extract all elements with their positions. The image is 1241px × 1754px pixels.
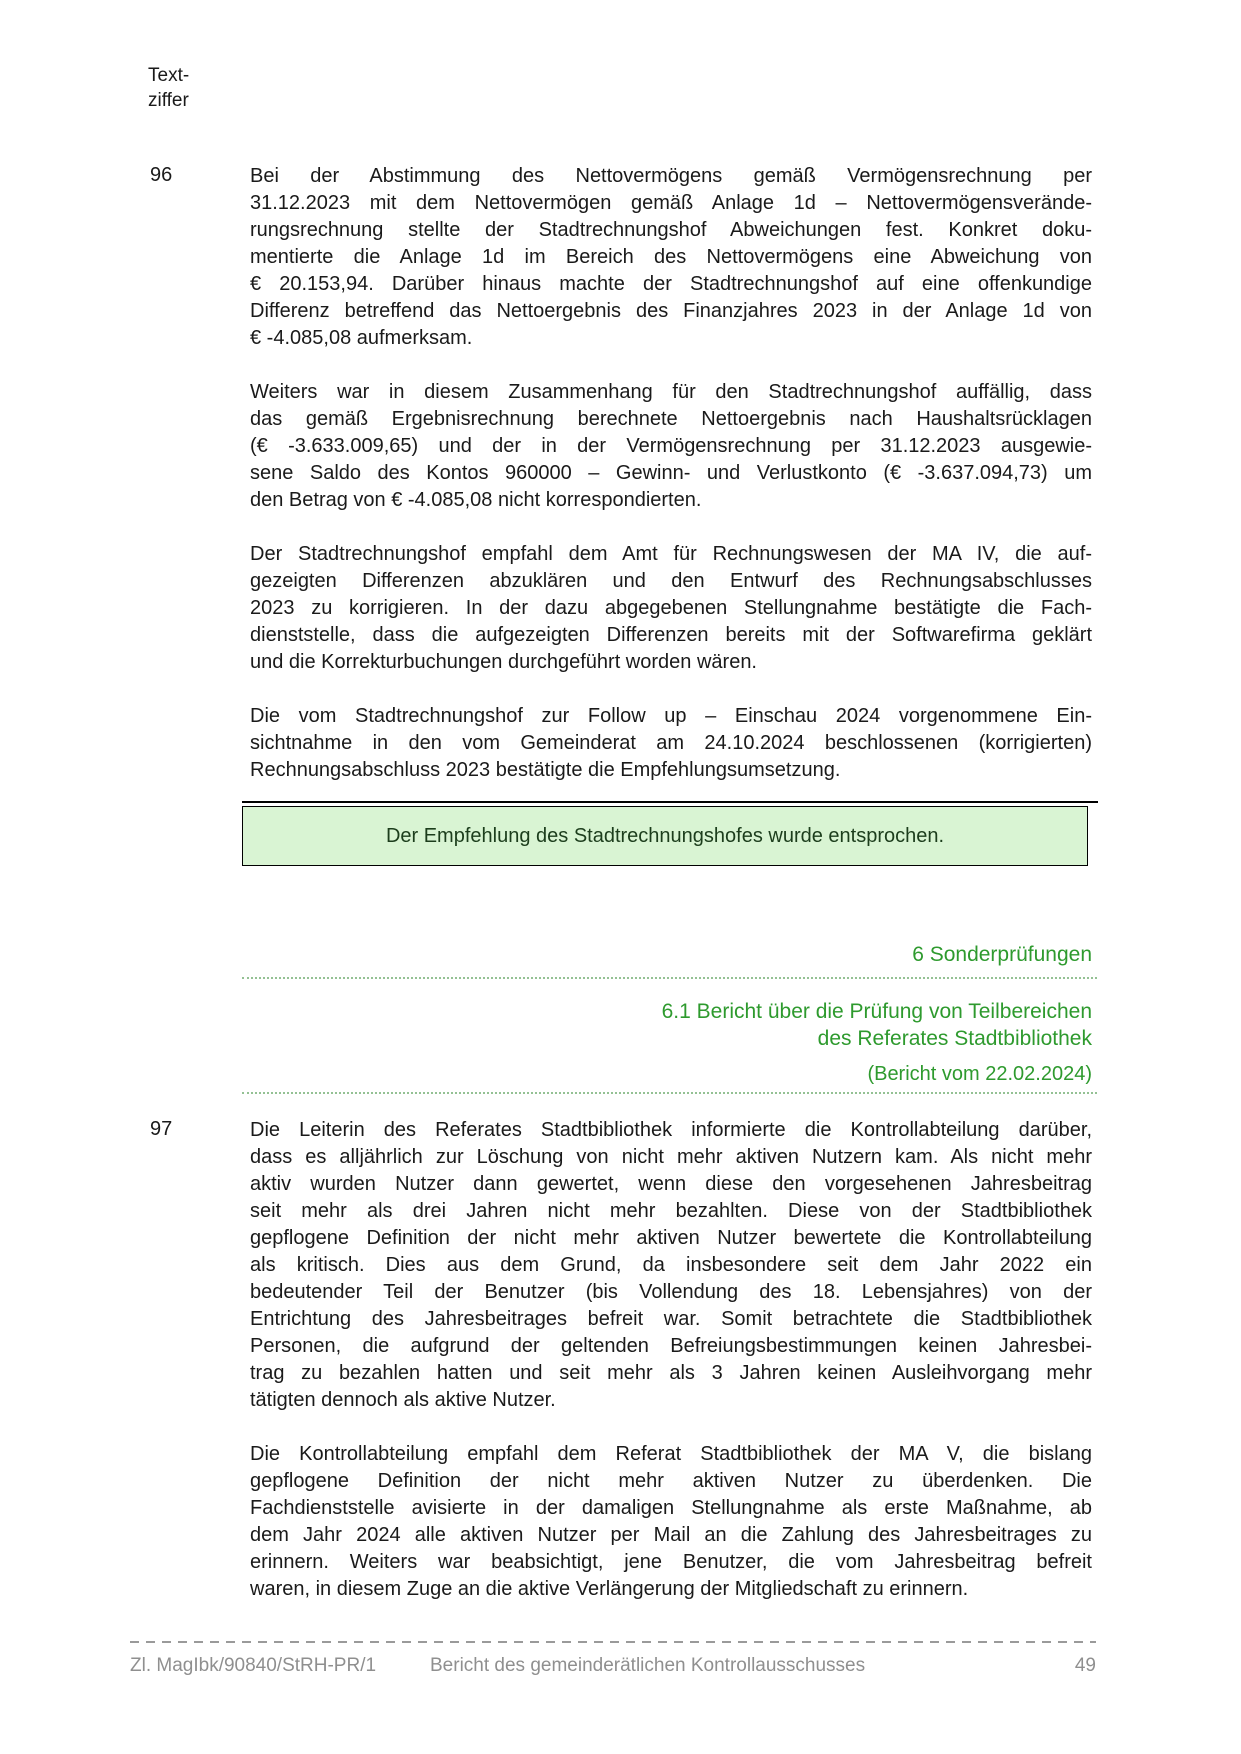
margin-column-header-line1: Text-	[148, 65, 190, 86]
paragraph-number-96: 96	[150, 164, 173, 186]
text-line: Rechnungsabschluss 2023 bestätigte die Empfehlungsumsetzung.	[250, 759, 841, 781]
text-line: mentierte die Anlage 1d im Bereich des Nettovermögens eine Abweichung von	[250, 246, 1092, 268]
paragraph	[250, 1117, 1092, 1414]
chapter-heading: 6 Sonderprüfungen	[912, 943, 1092, 966]
text-line: seit mehr als drei Jahren nicht mehr bezahlten. Diese von der Stadtbibliothek	[250, 1200, 1092, 1222]
margin-column-header	[148, 63, 189, 113]
text-line: sichtnahme in den vom Gemeinderat am 24.10.2024 beschlossenen (korrigierten)	[250, 732, 1092, 754]
paragraph	[250, 541, 1092, 676]
text-line: Der Stadtrechnungshof empfahl dem Amt für Rechnungswesen der MA IV, die auf-	[250, 543, 1092, 565]
text-line: dienststelle, dass die aufgezeigten Differenzen bereits mit der Softwarefirma geklärt	[250, 624, 1092, 646]
text-line: Die Leiterin des Referates Stadtbibliothek informierte die Kontrollabteilung darüber,	[250, 1119, 1092, 1141]
paragraph	[250, 163, 1092, 352]
text-line: sene Saldo des Kontos 960000 – Gewinn- und Verlustkonto (€ -3.637.094,73) um	[250, 462, 1092, 484]
text-line: gepflogene Definition der nicht mehr aktiven Nutzer bewertete die Kontrollabteilung	[250, 1227, 1092, 1249]
text-line: gepflogene Definition der nicht mehr aktiven Nutzer zu überdenken. Die	[250, 1470, 1092, 1492]
text-line: dass es alljährlich zur Löschung von nicht mehr aktiven Nutzern kam. Als nicht mehr	[250, 1146, 1092, 1168]
text-line: € -4.085,08 aufmerksam.	[250, 327, 473, 349]
text-line: gezeigten Differenzen abzuklären und den Entwurf des Rechnungsabschlusses	[250, 570, 1092, 592]
text-line: dem Jahr 2024 alle aktiven Nutzer per Mail an die Zahlung des Jahresbeitrages zu	[250, 1524, 1092, 1546]
paragraph	[250, 1441, 1092, 1603]
footer-page-number: 49	[1074, 1655, 1096, 1676]
text-line: Weiters war in diesem Zusammenhang für den Stadtrechnungshof auffällig, dass	[250, 381, 1092, 403]
text-line: € 20.153,94. Darüber hinaus machte der Stadtrechnungshof auf eine offenkundige	[250, 273, 1092, 295]
dotted-divider-top	[242, 977, 1097, 979]
text-line: und die Korrekturbuchungen durchgeführt worden wären.	[250, 651, 757, 673]
text-line: Entrichtung des Jahresbeitrages befreit war. Somit betrachtete die Stadtbibliothek	[250, 1308, 1092, 1330]
text-line: den Betrag von € -4.085,08 nicht korrespondierten.	[250, 489, 702, 511]
report-date: (Bericht vom 22.02.2024)	[867, 1063, 1092, 1085]
paragraph-number-97: 97	[150, 1118, 173, 1140]
text-line: rungsrechnung stellte der Stadtrechnungshof Abweichungen fest. Konkret doku-	[250, 219, 1092, 241]
text-line: Die vom Stadtrechnungshof zur Follow up – Einschau 2024 vorgenommene Ein-	[250, 705, 1092, 727]
text-line: Differenz betreffend das Nettoergebnis des Finanzjahres 2023 in der Anlage 1d von	[250, 300, 1092, 322]
text-line: bedeutender Teil der Benutzer (bis Vollendung des 18. Lebensjahres) von der	[250, 1281, 1092, 1303]
margin-column-header-line2: ziffer	[148, 90, 189, 111]
text-line: tätigten dennoch als aktive Nutzer.	[250, 1389, 556, 1411]
text-line: erinnern. Weiters war beabsichtigt, jene Benutzer, die vom Jahresbeitrag befreit	[250, 1551, 1092, 1573]
text-line: aktiv wurden Nutzer dann gewertet, wenn diese den vorgesehenen Jahresbeitrag	[250, 1173, 1092, 1195]
text-line: Fachdienststelle avisierte in der damaligen Stellungnahme als erste Maßnahme, ab	[250, 1497, 1092, 1519]
subchapter-heading-line1: 6.1 Bericht über die Prüfung von Teilbereichen	[661, 1000, 1092, 1023]
text-line: das gemäß Ergebnisrechnung berechnete Nettoergebnis nach Haushaltsrücklagen	[250, 408, 1092, 430]
subchapter-heading-line2: des Referates Stadtbibliothek	[817, 1027, 1092, 1050]
section-96-body	[250, 163, 1092, 784]
text-line: als kritisch. Dies aus dem Grund, da insbesondere seit dem Jahr 2022 ein	[250, 1254, 1092, 1276]
text-line: Die Kontrollabteilung empfahl dem Referat Stadtbibliothek der MA V, die bislang	[250, 1443, 1092, 1465]
recommendation-box-top-rule	[242, 801, 1098, 803]
section-97-body	[250, 1117, 1092, 1603]
dotted-divider-bottom	[242, 1092, 1097, 1094]
footer-dashed-rule	[130, 1641, 1096, 1643]
text-line: 2023 zu korrigieren. In der dazu abgegebenen Stellungnahme bestätigte die Fach-	[250, 597, 1092, 619]
text-line: 31.12.2023 mit dem Nettovermögen gemäß Anlage 1d – Nettovermögensverände-	[250, 192, 1092, 214]
paragraph	[250, 703, 1092, 784]
text-line: Personen, die aufgrund der geltenden Befreiungsbestimmungen keinen Jahresbei-	[250, 1335, 1092, 1357]
text-line: (€ -3.633.009,65) und der in der Vermögensrechnung per 31.12.2023 ausgewie-	[250, 435, 1092, 457]
text-line: waren, in diesem Zuge an die aktive Verlängerung der Mitgliedschaft zu erinnern.	[250, 1578, 969, 1600]
text-line: Bei der Abstimmung des Nettovermögens gemäß Vermögensrechnung per	[250, 165, 1092, 187]
recommendation-status-box: Der Empfehlung des Stadtrechnungshofes wurde entsprochen.	[242, 806, 1088, 866]
footer-report-title: Bericht des gemeinderätlichen Kontrollausschusses	[430, 1655, 866, 1676]
paragraph	[250, 379, 1092, 514]
footer-reference-number: Zl. MagIbk/90840/StRH-PR/1	[130, 1655, 377, 1676]
text-line: trag zu bezahlen hatten und seit mehr als 3 Jahren keinen Ausleihvorgang mehr	[250, 1362, 1092, 1384]
